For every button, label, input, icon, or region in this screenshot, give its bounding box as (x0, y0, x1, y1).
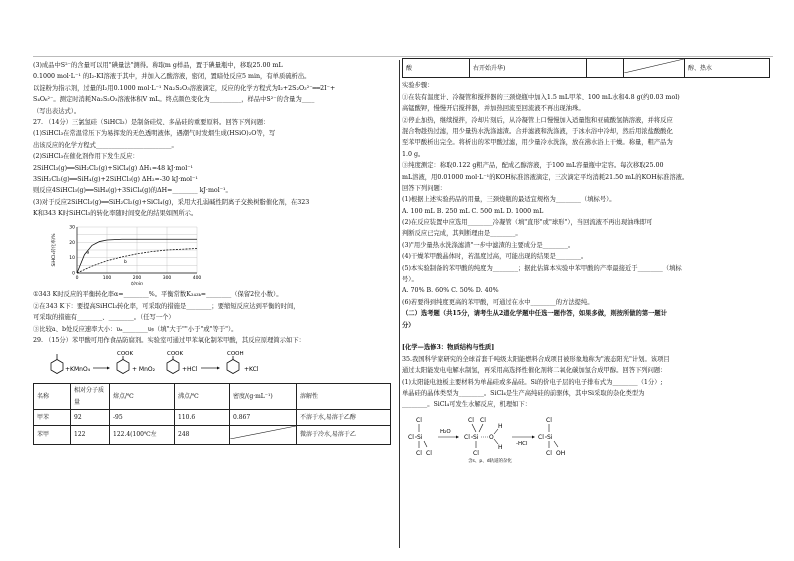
reaction-arrow (93, 367, 110, 370)
x-tick-label: 100 (102, 276, 112, 282)
text-line: 高锰酸钾，慢慢开启搅拌器，并加热回流至回流液不再出现油珠。 (402, 105, 585, 113)
cook-label-2: COOK (167, 351, 184, 358)
text-line: 实验步骤： (402, 82, 434, 90)
series-label-a: a (86, 251, 90, 257)
table-cell-empty (587, 59, 624, 78)
table-header: 密度/(g·mL⁻¹) (230, 384, 297, 410)
section-heading-cont: 分） (402, 321, 415, 329)
atom-si: Si (473, 433, 479, 441)
text-line: 出该反应的化学方程式________________________。 (33, 141, 178, 149)
atom-h: H (498, 443, 503, 451)
column-divider (399, 60, 400, 548)
atom-cl: Cl (480, 416, 486, 424)
reaction-lhs: +KMnO₄ (65, 366, 91, 374)
hybridization-note: 含s、p、d轨道的杂化 (468, 458, 513, 463)
atom-cl: Cl (546, 449, 552, 457)
table-cell: 110.6 (175, 410, 230, 426)
section-heading: （二）选考题（共15分，请考生从2道化学题中任选一题作答，如果多做，则按所做的第一题计 (402, 310, 668, 318)
mno2-label: + MnO₂ (132, 366, 156, 374)
text-line: 至苯甲酸析出完全。将析出的苯甲酸过滤，用少量冷水洗涤，放在沸水浴上干燥。称量，粗产品为 (402, 139, 673, 147)
atom-si: Si (417, 433, 423, 441)
table-cell-diagonal (624, 59, 685, 78)
right-text-block (402, 80, 772, 410)
conversion-chart (47, 221, 217, 287)
text-line: mL溶液，用0.01000 mol·L⁻¹的KOH标准溶液滴定，三次滴定平均消耗21.50 mL的KOH标准溶液。 (402, 173, 689, 181)
text-line: 以淀粉为指示剂，过量的I₂用0.1000 mol·L⁻¹ Na₂S₂O₃溶液滴定，反应的化学方程式为I₂+2S₂O₃²⁻══2I⁻+ (33, 84, 336, 92)
kcl-label: +KCl (244, 366, 259, 374)
cooh-label: COOH (227, 351, 244, 358)
table-row (34, 410, 391, 426)
spacer-line (402, 331, 772, 342)
elective-heading: [化学—选修3：物质结构与性质] (402, 344, 495, 352)
text-line: (3)成品中S²⁻的含量可以用"碘量法"测得。称取m g样品，置于碘量瓶中，移取25.00 mL (33, 62, 283, 69)
x-tick-label: 300 (162, 276, 172, 282)
table-header: 沸点/℃ (175, 384, 230, 410)
question-27-heading: 27. （14分）三氯氢硅（SiHCl₃）是制备硅烷、多晶硅的重要原料。回答下列问题： (33, 118, 270, 126)
table-cell: 醇、热水 (685, 59, 770, 78)
table-header-row (34, 384, 391, 410)
y-tick-label: 20 (69, 241, 75, 247)
table-cell: 苯甲 (34, 426, 71, 444)
table-cell: 右开始升华) (470, 59, 587, 78)
text-line: (5)本实验制备的苯甲酸的纯度为________；据此估算本实验中苯甲酸的产率最接近于________（填标 (402, 264, 682, 272)
benzoate-structure-2 (167, 356, 179, 374)
minus-hcl-label: -HCl (516, 440, 528, 447)
series-label-b: b (124, 260, 127, 266)
table-cell: 122 (71, 426, 110, 444)
atom-h: H (498, 422, 503, 430)
x-tick-label: 400 (192, 276, 202, 282)
table-cell: 微溶于冷水,易溶于乙 (297, 426, 391, 444)
table-cell: 122.4(100℃左 (110, 426, 175, 444)
x-tick-label: 0 (75, 276, 79, 282)
options-line: A. 100 mL B. 250 mL C. 500 mL D. 1000 mL (402, 207, 544, 215)
text-line: ②停止加热，继续搅拌，冷却片刻后，从冷凝管上口慢慢加入适量饱和亚硫酸氢钠溶液，并将反应 (402, 116, 673, 124)
text-line: 单晶硅的晶体类型为________。SiCl₄是生产高纯硅的前驱体，其中Si采取的杂化类型为 (402, 389, 645, 397)
table-cell: 0.867 (230, 410, 297, 426)
text-line: ①在装有温度计、冷凝管和搅拌器的三颈烧瓶中加入1.5 mL甲苯、100 mL水和4.8 g(约0.03 mol) (402, 93, 680, 101)
text-line: (1)太阳能电池板主要材料为单晶硅或多晶硅。Si的价电子层的电子排布式为________（1分）; (402, 378, 663, 386)
toluene-structure (51, 354, 63, 374)
text-line: 1.0 g。 (402, 150, 425, 158)
text-line: ③比较a、b处反应速率大小：υₐ________υᵦ（填"大于""小于"或"等于"）。 (33, 325, 238, 333)
atom-oh: OH (556, 449, 566, 457)
table-header: 熔点/℃ (110, 384, 175, 410)
product-structure (538, 417, 565, 457)
text-line: ②在343 K下：要提高SiHCl₃转化率，可采取的措施是________；要缩短反应达到平衡的时间， (33, 302, 300, 310)
atom-cl: Cl (416, 416, 422, 424)
table-cell-diagonal (230, 426, 297, 444)
equation-line: 3SiH₂Cl₂(g)══SiH₄(g)+2SiHCl₃(g) ΔH₂=-30 kJ·mol⁻¹ (33, 175, 198, 183)
mechanism-arrow-1 (438, 435, 459, 438)
options-line: A. 70% B. 60% C. 50% D. 40% (402, 287, 499, 295)
properties-table (33, 383, 391, 444)
atom-cl: Cl (408, 433, 414, 441)
text-line: (6)若要得到纯度更高的苯甲酸，可通过在水中________的方法提纯。 (402, 298, 594, 306)
diagonal-line (624, 59, 684, 73)
atom-o: O (489, 433, 494, 441)
atom-si: Si (547, 433, 553, 441)
atom-cl: Cl (464, 433, 470, 441)
cook-label: COOK (117, 351, 134, 358)
text-line: ③纯度测定：称取0.122 g粗产品，配成乙醇溶液，于100 mL容量瓶中定容。每次移取25.00 (402, 162, 664, 170)
text-line: 0.1000 mol·L⁻¹ 的I₂-KI溶液于其中，并加入乙酸溶液，密闭，置暗处反应5 min，有单质硫析出。 (33, 73, 311, 81)
x-axis-label: t/min (131, 282, 143, 288)
table-row (34, 426, 391, 444)
table-cell: 甲苯 (34, 410, 71, 426)
text-line: (2)SiHCl₃在催化剂作用下发生反应： (33, 153, 139, 161)
y-tick-label: 30 (69, 225, 75, 231)
atom-cl: Cl (416, 449, 422, 457)
table-cell: 不溶于水,易溶于乙醇 (297, 410, 391, 426)
h2o-label: H₂O (440, 428, 451, 435)
diagonal-line (230, 426, 296, 439)
mechanism-arrow-2 (512, 435, 535, 438)
text-line: S₄O₆²⁻。测定时消耗Na₂S₂O₃溶液体积V mL。终点颜色变化为__________，样品中S²⁻的含量为____ (33, 96, 315, 104)
table-cell: 248 (175, 426, 230, 444)
table-cell: 92 (71, 410, 110, 426)
y-tick-label: 0 (72, 271, 75, 277)
text-line: 通过太阳能发电电解水制氢，再采用高选择性催化剂将二氧化碳加氢合成甲醇。回答下列问题： (402, 367, 667, 375)
top-rule (33, 56, 773, 57)
text-line: 回答下列问题： (402, 184, 447, 192)
question-29-heading: 29. （15分）苯甲酸可用作食品防腐剂。实验室可通过甲苯氧化制苯甲酸，其反应原理简示如下： (33, 337, 305, 345)
table-header: 相对分子质量 (71, 384, 110, 410)
hcl-label: +HCl (182, 366, 198, 374)
reaction-arrow-2 (201, 367, 220, 370)
table-cell: -95 (110, 410, 175, 426)
text-line: (1)SiHCl₃在常温常压下为易挥发的无色透明液体，遇潮气时发烟生成(HSiO)₂O等，写 (33, 130, 276, 138)
text-line: ①343 K时反应的平衡转化率α=________%。平衡常数K₃₄₃ₖ=________（保留2位小数）。 (33, 291, 283, 299)
text-line: （写出表达式）。 (33, 107, 81, 115)
intermediate-structure (464, 417, 503, 457)
left-text-block-b (33, 289, 399, 346)
text-line: 混合物趁热过滤，用少量热水洗涤滤渣。合并滤液和洗涤液，于冰水浴中冷却，然后用浓盐酸酸化 (402, 127, 673, 135)
atom-cl: Cl (426, 449, 432, 457)
table-cell: 酸 (403, 59, 470, 78)
table-header: 溶解性 (297, 384, 391, 410)
question-35-heading: 35.我国科学家研究的全球首套千吨级太阳能燃料合成项目被形象地称为"液态阳光"计划。该项目 (402, 355, 670, 363)
y-tick-label: 10 (69, 256, 75, 262)
left-column (33, 60, 399, 445)
table-header: 名称 (34, 384, 71, 410)
atom-cl: Cl (468, 416, 474, 424)
continued-table (402, 58, 770, 78)
hydrolysis-mechanism (408, 415, 608, 463)
left-text-block-a (33, 60, 399, 219)
y-axis-label: SiHCl₃转化率/% (52, 233, 57, 267)
atom-cl: Cl (546, 416, 552, 424)
text-line: (2)在反应装置中应选用________冷凝管（填"直形"或"球形"），当回流液不再出现油珠即可 (402, 219, 653, 227)
text-line: 则反应4SiHCl₃(g)══SiH₄(g)+3SiCl₄(g)的ΔH=________ kJ·mol⁻¹。 (33, 187, 232, 195)
text-line: (3)对于反应2SiHCl₃(g)══SiH₂Cl₂(g)+SiCl₄(g)，采用大孔弱碱性阴离子交换树脂催化剂，在323 (33, 198, 310, 206)
table-row (403, 59, 770, 78)
text-line: (4)干燥苯甲酸晶体时，若温度过高，可能出现的结果是________。 (402, 253, 588, 261)
atom-cl: Cl (538, 433, 544, 441)
atom-cl: Cl (473, 449, 479, 457)
right-column (402, 60, 772, 467)
text-line: ________。SiCl₄可发生水解反应，机理如下： (402, 401, 532, 409)
text-line: 号）。 (402, 276, 418, 284)
text-line: (3)"用少量热水洗涤滤渣"一步中滤渣的主要成分是________。 (402, 241, 575, 249)
reaction-scheme (41, 349, 371, 379)
sicl4-structure (408, 417, 432, 457)
x-tick-label: 200 (132, 276, 142, 282)
benzoate-structure (117, 356, 129, 374)
text-line: 可采取的措施有________、________。（任写一个） (33, 314, 175, 322)
text-line: 判断反应已完成，其判断理由是________。 (402, 230, 522, 238)
benzoic-acid-structure (227, 356, 239, 374)
text-line: K和343 K时SiHCl₃的转化率随时间变化的结果如图所示。 (33, 210, 198, 218)
equation-line: 2SiHCl₃(g)══SiH₂Cl₂(g)+SiCl₄(g) ΔH₁=48 kJ·mol⁻¹ (33, 164, 194, 172)
text-line: (1)根据上述实验药品的用量，三颈烧瓶的最适宜规格为________（填标号）。 (402, 196, 616, 204)
